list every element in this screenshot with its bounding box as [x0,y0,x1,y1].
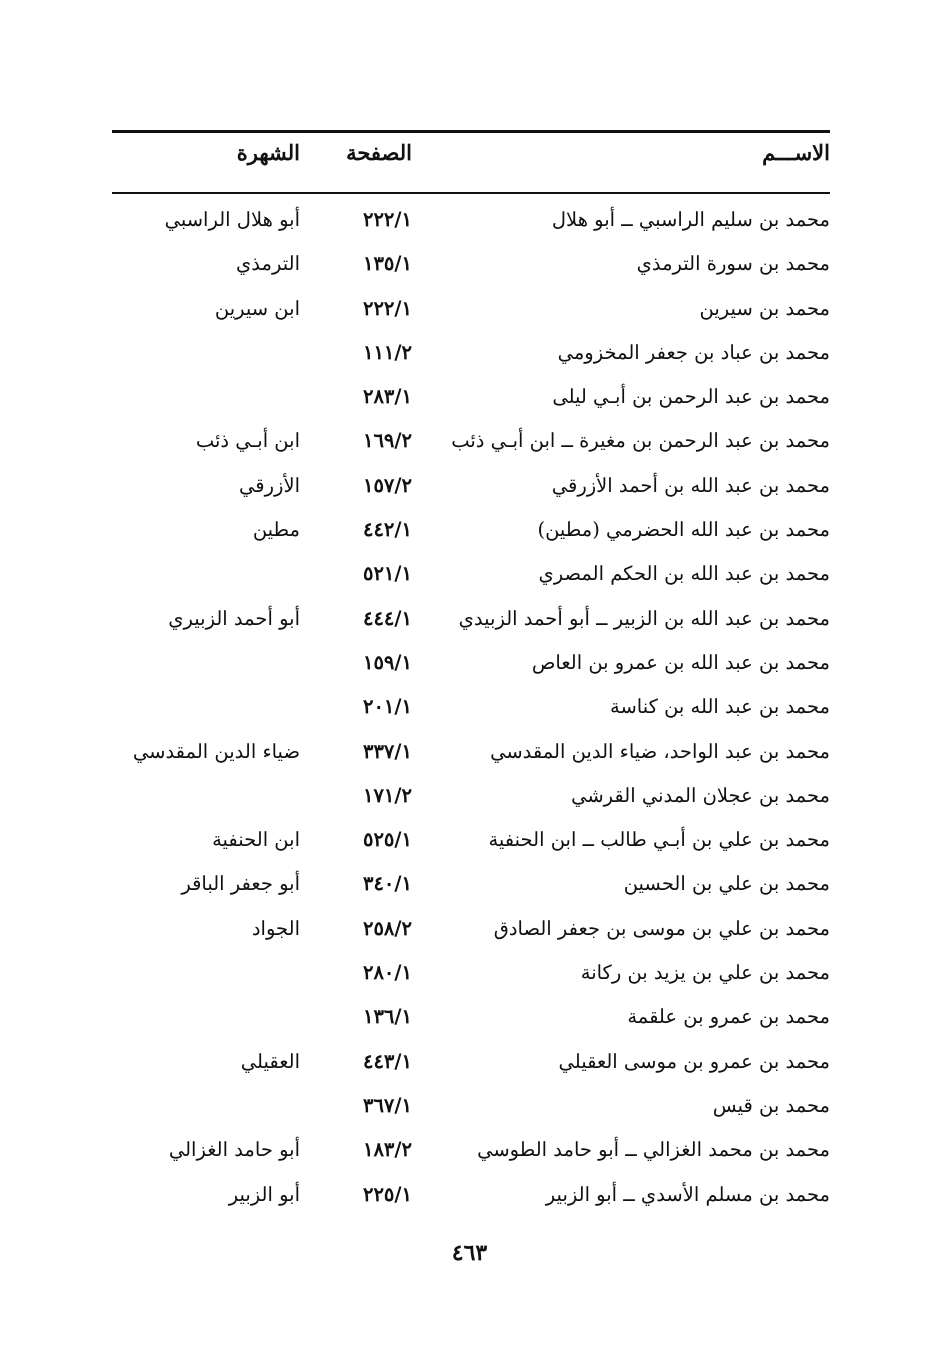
table-row [112,907,830,951]
table-row [112,508,830,552]
row-page: ١٣٦/١ [362,1005,412,1029]
row-name: محمد بن عمرو بن علقمة [627,1005,830,1029]
row-name: محمد بن سورة الترمذي [636,252,830,276]
row-page: ٣٤٠/١ [362,872,412,896]
row-page: ٢٠١/١ [362,695,412,719]
table-row [112,862,830,906]
row-name: محمد بن عباد بن جعفر المخزومي [557,340,830,364]
table-row [112,419,830,463]
row-alias: الجواد [251,916,300,940]
row-page: ٣٣٧/١ [362,739,412,763]
row-name: محمد بن سيرين [699,296,830,320]
row-page: ٢٢٢/١ [362,208,412,231]
row-name: محمد بن علي بن يزيد بن ركانة [580,961,830,985]
table-row [112,641,830,685]
row-alias: ابن الحنفية [212,828,300,852]
header-name: الاســـم [762,140,830,165]
header-alias: الشهرة [236,140,300,165]
row-name: محمد بن مسلم الأسدي ــ أبو الزبير [545,1182,830,1206]
row-name: محمد بن عبد الواحد، ضياء الدين المقدسي [490,739,830,763]
row-alias: أبو جعفر الباقر [181,872,300,896]
row-page: ٤٤٣/١ [362,1049,412,1073]
table-row [112,597,830,641]
table-row [112,198,830,242]
row-page: ١٦٩/٢ [362,429,412,453]
row-alias: أبو أحمد الزبيري [168,606,300,630]
row-alias: أبو حامد الغزالي [168,1138,300,1162]
row-name: محمد بن عمرو بن موسى العقيلي [558,1049,830,1073]
row-page: ١٨٣/٢ [362,1138,412,1162]
row-alias: ابن سيرين [214,296,300,320]
row-page: ٢٢٥/١ [362,1182,412,1206]
table-top-rule [112,130,830,133]
row-page: ١١١/٢ [362,340,412,364]
row-alias: ضياء الدين المقدسي [132,739,300,763]
header-page: الصفحة [346,140,412,165]
table-row [112,287,830,331]
page-number: ٤٦٣ [451,1240,488,1266]
row-name: محمد بن عبد الرحمن بن أبـي ليلى [552,385,830,409]
row-name: محمد بن علي بن موسى بن جعفر الصادق [493,916,830,940]
row-alias: الترمذي [236,252,300,276]
row-page: ١٥٩/١ [362,650,412,674]
row-alias: ابن أبـي ذئب [195,429,300,453]
row-page: ٢٨٠/١ [362,961,412,985]
row-alias: الأزرقي [239,473,300,497]
row-name: محمد بن قيس [712,1093,830,1117]
row-name: محمد بن عبد الله بن أحمد الأزرقي [551,473,830,497]
row-name: محمد بن عبد الرحمن بن مغيرة ــ ابن أبـي ذئب [451,429,830,453]
row-alias: أبو الزبير [228,1182,300,1206]
table-body [112,198,830,1217]
table-header [112,140,830,180]
table-row [112,1040,830,1084]
row-page: ٢٥٨/٢ [362,916,412,940]
table-header-rule [112,192,830,194]
row-name: محمد بن عبد الله بن الحكم المصري [538,562,830,586]
row-name: محمد بن عبد الله بن عمرو بن العاص [531,650,830,674]
row-name: محمد بن علي بن الحسين [623,872,830,896]
row-page: ٤٤٢/١ [362,518,412,542]
row-page: ٢٨٣/١ [362,385,412,409]
table-row [112,331,830,375]
row-name: محمد بن عبد الله بن كناسة [609,695,830,719]
table-row [112,552,830,596]
table-row [112,1173,830,1217]
table-row [112,1128,830,1172]
row-page: ١٧١/٢ [362,783,412,807]
table-row [112,774,830,818]
table-row [112,685,830,729]
row-page: ٣٦٧/١ [362,1093,412,1117]
row-page: ٤٤٤/١ [362,606,412,630]
row-alias: مطين [252,518,300,542]
row-alias: أبو هلال الراسبي [164,208,300,231]
table-row [112,242,830,286]
row-name: محمد بن عبد الله بن الزبير ــ أبو أحمد الزبيدي [458,606,830,630]
row-page: ٢٢٢/١ [362,296,412,320]
table-row [112,375,830,419]
table-row [112,1084,830,1128]
row-page: ١٣٥/١ [362,252,412,276]
table-row [112,464,830,508]
row-page: ٥٢١/١ [362,562,412,586]
row-name: محمد بن علي بن أبـي طالب ــ ابن الحنفية [488,828,830,852]
table-row [112,951,830,995]
row-name: محمد بن سليم الراسبي ــ أبو هلال [551,208,830,231]
table-row [112,730,830,774]
table-row [112,818,830,862]
row-name: محمد بن عبد الله الحضرمي (مطين) [537,518,830,542]
row-page: ٥٢٥/١ [362,828,412,852]
row-name: محمد بن عجلان المدني القرشي [571,783,830,807]
table-row [112,995,830,1039]
row-page: ١٥٧/٢ [362,473,412,497]
row-name: محمد بن محمد الغزالي ــ أبو حامد الطوسي [477,1138,830,1162]
row-alias: العقيلي [240,1049,300,1073]
